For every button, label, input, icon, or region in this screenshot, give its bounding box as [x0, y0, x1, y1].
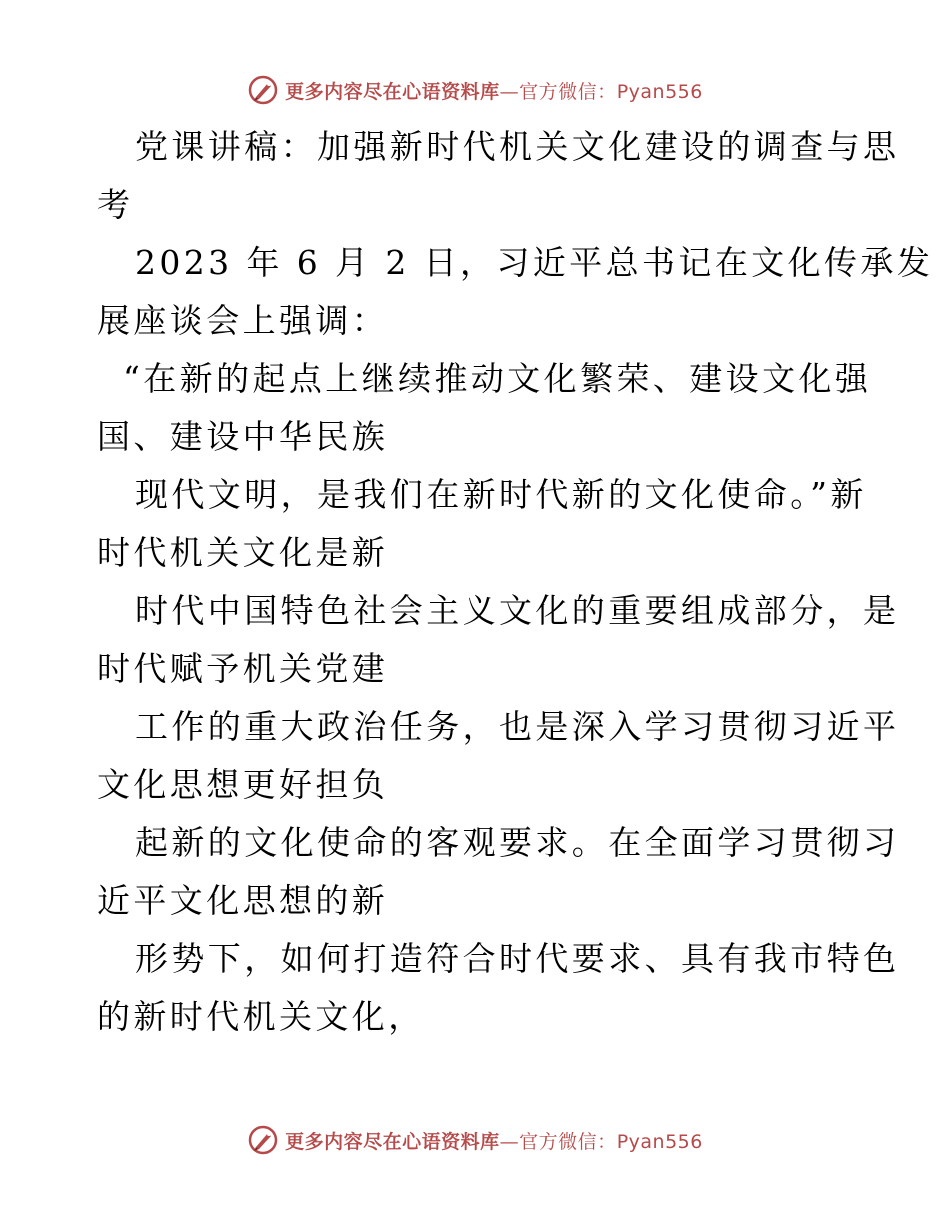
doc-line: 时代机关文化是新	[97, 533, 389, 572]
banner-wechat-label: 官方微信：	[519, 1130, 617, 1153]
doc-line: 现代文明，是我们在新时代新的文化使命。”新	[135, 475, 867, 514]
pen-logo-icon	[247, 1124, 279, 1156]
document-body	[97, 118, 934, 1046]
doc-line: 展座谈会上强调：	[97, 301, 389, 340]
footer-banner	[0, 1120, 950, 1160]
doc-line: 文化思想更好担负	[97, 765, 389, 804]
banner-wechat-id: Pyan556	[616, 1130, 703, 1153]
doc-line: “在新的起点上继续推动文化繁荣、建设文化强	[123, 359, 872, 398]
doc-line: 起新的文化使命的客观要求。在全面学习贯彻习	[135, 823, 900, 862]
pen-logo-icon	[247, 74, 279, 106]
banner-content	[247, 1124, 703, 1156]
doc-line: 时代赋予机关党建	[97, 649, 389, 688]
doc-line-title-2: 考	[97, 185, 134, 224]
banner-dash: —	[499, 1130, 520, 1153]
banner-title: 更多内容尽在心语资料库	[285, 80, 500, 103]
banner-wechat-label: 官方微信：	[519, 80, 617, 103]
banner-wechat-id: Pyan556	[616, 80, 703, 103]
banner-text	[285, 77, 703, 104]
doc-line: 工作的重大政治任务，也是深入学习贯彻习近平	[135, 707, 900, 746]
doc-line: 形势下，如何打造符合时代要求、具有我市特色	[135, 939, 900, 978]
banner-title: 更多内容尽在心语资料库	[285, 1130, 500, 1153]
doc-line: 2023 年 6 月 2 日，习近平总书记在文化传承发	[135, 243, 934, 282]
doc-line-title-1: 党课讲稿：加强新时代机关文化建设的调查与思	[135, 127, 900, 166]
banner-text	[285, 1127, 703, 1154]
doc-line: 国、建设中华民族	[97, 417, 389, 456]
doc-line: 的新时代机关文化，	[97, 997, 425, 1036]
doc-line: 近平文化思想的新	[97, 881, 389, 920]
banner-dash: —	[499, 80, 520, 103]
header-banner	[0, 70, 950, 110]
banner-content	[247, 74, 703, 106]
doc-line: 时代中国特色社会主义文化的重要组成部分，是	[135, 591, 900, 630]
